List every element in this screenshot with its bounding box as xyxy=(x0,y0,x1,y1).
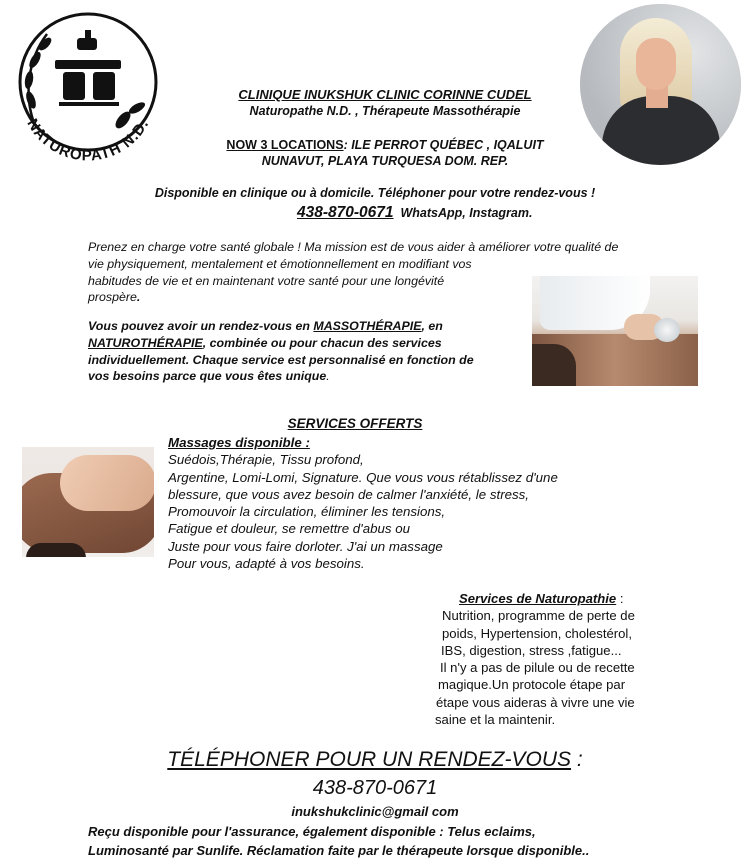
naturo-title: Services de Naturopathie xyxy=(459,591,617,606)
back-massage-photo xyxy=(22,447,154,579)
massage-line: Fatigue et douleur, se remettre d'abus ou xyxy=(168,521,411,537)
locations-line-2: NUNAVUT, PLAYA TURQUESA DOM. REP. xyxy=(261,154,509,168)
cta-heading-text: TÉLÉPHONER POUR UN RENDEZ-VOUS xyxy=(167,748,572,771)
mission-line: vie physiquement, mentalement et émotionnellement en modifiant vos xyxy=(88,256,472,271)
locations-label: NOW 3 LOCATIONS xyxy=(226,138,344,152)
clinic-name: CLINIQUE INUKSHUK CLINIC CORINNE CUDEL xyxy=(238,87,532,102)
massotherapie-link: MASSOTHÉRAPIE xyxy=(313,319,422,333)
naturo-line: Nutrition, programme de perte de xyxy=(442,608,635,624)
services-heading: SERVICES OFFERTS xyxy=(287,416,423,431)
appt-text: , combinée ou pour chacun des services xyxy=(202,335,442,350)
mission-end: . xyxy=(136,290,141,305)
insurance-line: Luminosanté par Sunlife. Réclamation faite par le thérapeute lorsque disponible.. xyxy=(88,842,590,858)
appt-end: . xyxy=(326,369,330,384)
cta-heading xyxy=(60,748,690,772)
svg-text:NATUROPATH N.D. xyxy=(23,116,152,165)
massage-line: Argentine, Lomi-Lomi, Signature. Que vous vous rétablissez d'une xyxy=(168,469,558,485)
appt-text: , en xyxy=(421,319,443,333)
naturo-line: saine et la maintenir. xyxy=(435,712,556,728)
naturo-line: étape vous aideras à vivre une vie xyxy=(436,694,635,710)
clinic-subtitle: Naturopathe N.D. , Thérapeute Massothérapie xyxy=(249,104,521,118)
massage-services xyxy=(168,434,618,572)
locations-list: : ILE PERROT QUÉBEC , IQALUIT xyxy=(343,138,544,152)
phone-line xyxy=(297,204,532,222)
appt-text: vos besoins parce que vous êtes unique xyxy=(88,369,327,384)
appointments-paragraph xyxy=(88,318,513,385)
phone-apps: WhatsApp, Instagram. xyxy=(400,206,533,220)
massage-line: Promouvoir la circulation, éliminer les tensions, xyxy=(168,504,446,520)
naturo-line: poids, Hypertension, cholestérol, xyxy=(442,625,632,641)
naturo-colon: : xyxy=(616,591,624,606)
cta-phone[interactable]: 438-870-0671 xyxy=(312,777,438,799)
clinic-logo xyxy=(3,0,172,170)
massage-treatment-photo xyxy=(532,276,698,386)
naturo-line: IBS, digestion, stress ,fatigue... xyxy=(441,642,622,658)
massage-line: Juste pour vous faire dorloter. J'ai un massage xyxy=(168,538,443,554)
insurance-note xyxy=(88,823,738,860)
phone-number[interactable]: 438-870-0671 xyxy=(297,204,394,221)
logo-text: NATUROPATH N.D. xyxy=(23,115,153,165)
naturo-line: magique.Un protocole étape par xyxy=(438,677,626,693)
naturopathy-services xyxy=(435,590,695,728)
appt-text: individuellement. Chaque service est personnalisé en fonction de xyxy=(88,352,474,367)
massage-line: Suédois,Thérapie, Tissu profond, xyxy=(168,452,364,468)
locations-line-1 xyxy=(150,138,620,152)
massage-line: blessure, que vous avez besoin de calmer l'anxiété, le stress, xyxy=(168,486,530,502)
cta-colon: : xyxy=(571,748,583,771)
mission-line: Prenez en charge votre santé globale ! Ma mission est de vous aider à améliorer votre qualité de xyxy=(88,240,619,254)
naturotherapie-link: NATUROTHÉRAPIE xyxy=(88,335,203,350)
massage-line: Pour vous, adapté à vos besoins. xyxy=(168,556,365,572)
massage-title: Massages disponible : xyxy=(168,435,310,450)
naturo-line: Il n'y a pas de pilule ou de recette xyxy=(440,660,635,676)
insurance-line: Reçu disponible pour l'assurance, également disponible : Telus eclaims, xyxy=(88,824,536,839)
mission-line: habitudes de vie et en maintenant votre santé pour une longévité xyxy=(88,273,445,288)
mission-line: prospère xyxy=(88,290,137,305)
contact-email[interactable]: inukshukclinic@gmail com xyxy=(291,804,459,819)
availability-text: Disponible en clinique ou à domicile. Téléphoner pour votre rendez-vous ! xyxy=(154,186,596,200)
appt-text: Vous pouvez avoir un rendez-vous en xyxy=(88,319,314,333)
